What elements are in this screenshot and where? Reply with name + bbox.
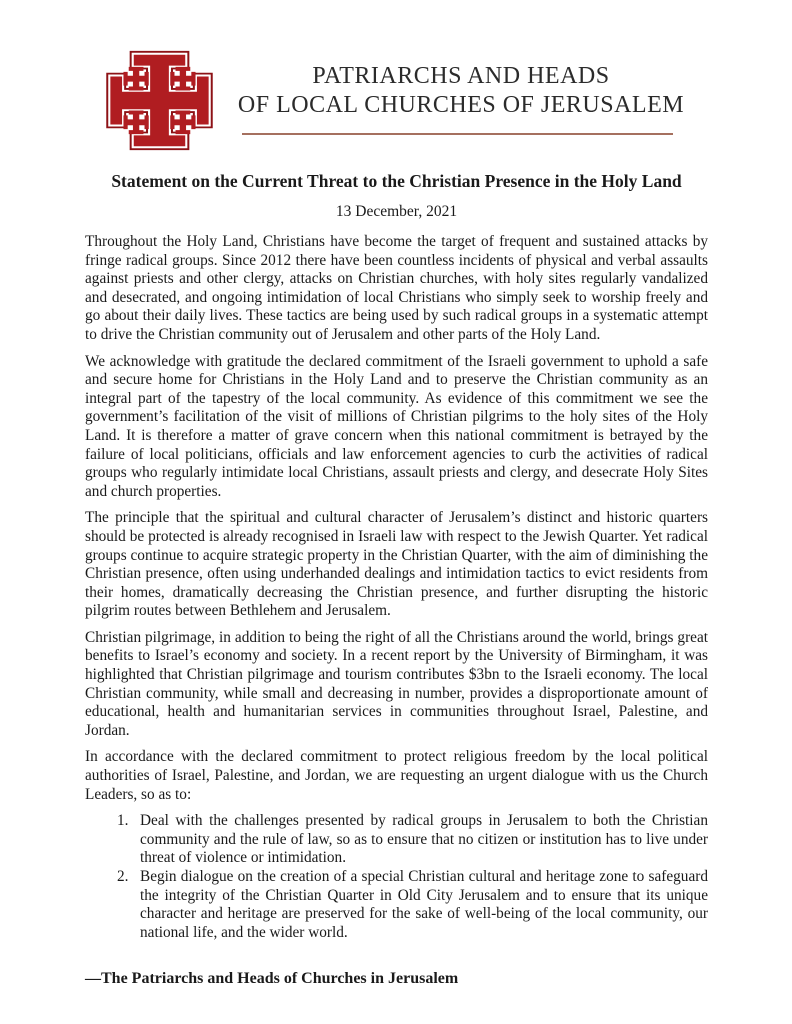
statement-body bbox=[85, 171, 708, 988]
paragraph-1: Throughout the Holy Land, Christians have become the target of frequent and sustained attacks by fringe radical groups. Since 2012 there have been countless incidents of physical and verbal assaults against priests and other clergy, attacks on Christian churches, with holy sites regularly vandalized and desecrated, and ongoing intimidation of local Christians who simply seek to worship freely and go about their daily lives. These tactics are being used by such radical groups in a systematic attempt to drive the Christian community out of Jerusalem and other parts of the Holy Land. bbox=[85, 233, 708, 343]
list-item bbox=[117, 812, 708, 868]
list-item-text: Begin dialogue on the creation of a special Christian cultural and heritage zone to safeguard the integrity of the Christian Quarter in Old City Jerusalem and to ensure that its unique character and heritage are preserved for the sake of well-being of the local community, our national life, and the wider world. bbox=[140, 868, 708, 941]
paragraph-2: We acknowledge with gratitude the declared commitment of the Israeli government to uphold a safe and secure home for Christians in the Holy Land and to preserve the Christian community as an integral part of the tapestry of the local community. As evidence of this commitment we see the government’s facilitation of the visit of millions of Christian pilgrims to the holy sites of the Holy Land. It is therefore a matter of grave concern when this national commitment is betrayed by the failure of local politicians, officials and law enforcement agencies to curb the activities of radical groups who regularly intimidate local Christians, assault priests and clergy, and desecrate Holy Sites and church properties. bbox=[85, 352, 708, 500]
org-title-line1: PATRIARCHS AND HEADS bbox=[312, 63, 610, 89]
paragraph-3: The principle that the spiritual and cultural character of Jerusalem’s distinct and historic quarters should be protected is already recognised in Israeli law with respect to the Jewish Quarter. Yet radical groups continue to acquire strategic property in the Christian Quarter, with the aim of diminishing the Christian presence, often using underhanded dealings and intimidation tactics to evict residents from their homes, dramatically decreasing the Christian presence, and further disrupting the historic pilgrim routes between Bethlehem and Jerusalem. bbox=[85, 509, 708, 620]
signature-line: —The Patriarchs and Heads of Churches in Jerusalem bbox=[85, 970, 459, 988]
jerusalem-cross-icon bbox=[101, 46, 218, 155]
statement-title: Statement on the Current Threat to the Christian Presence in the Holy Land bbox=[111, 171, 682, 191]
list-item-number: 1. bbox=[117, 812, 129, 830]
paragraph-5: In accordance with the declared commitment to protect religious freedom by the local political authorities of Israel, Palestine, and Jordan, we are requesting an urgent dialogue with us the Church Leaders, so as to: bbox=[85, 748, 708, 803]
request-list bbox=[85, 812, 708, 942]
paragraph-4: Christian pilgrimage, in addition to being the right of all the Christians around the world, brings great benefits to Israel’s economy and society. In a recent report by the University of Birmingham, it was highlighted that Christian pilgrimage and tourism contributes $3bn to the Israeli economy. The local Christian community, while small and decreasing in number, provides a disproportionate amount of educational, health and humanitarian services in communities throughout Israel, Palestine, and Jordan. bbox=[85, 628, 708, 739]
title-separator-line bbox=[242, 133, 673, 135]
list-item bbox=[117, 868, 708, 942]
statement-date: 13 December, 2021 bbox=[335, 203, 458, 220]
org-title bbox=[228, 62, 694, 120]
list-item-text: Deal with the challenges presented by radical groups in Jerusalem to both the Christian community and the rule of law, so as to ensure that no citizen or institution has to live under threat of violence or intimidation. bbox=[140, 812, 708, 867]
list-item-number: 2. bbox=[117, 868, 129, 885]
org-title-line2: OF LOCAL CHURCHES OF JERUSALEM bbox=[237, 92, 685, 118]
